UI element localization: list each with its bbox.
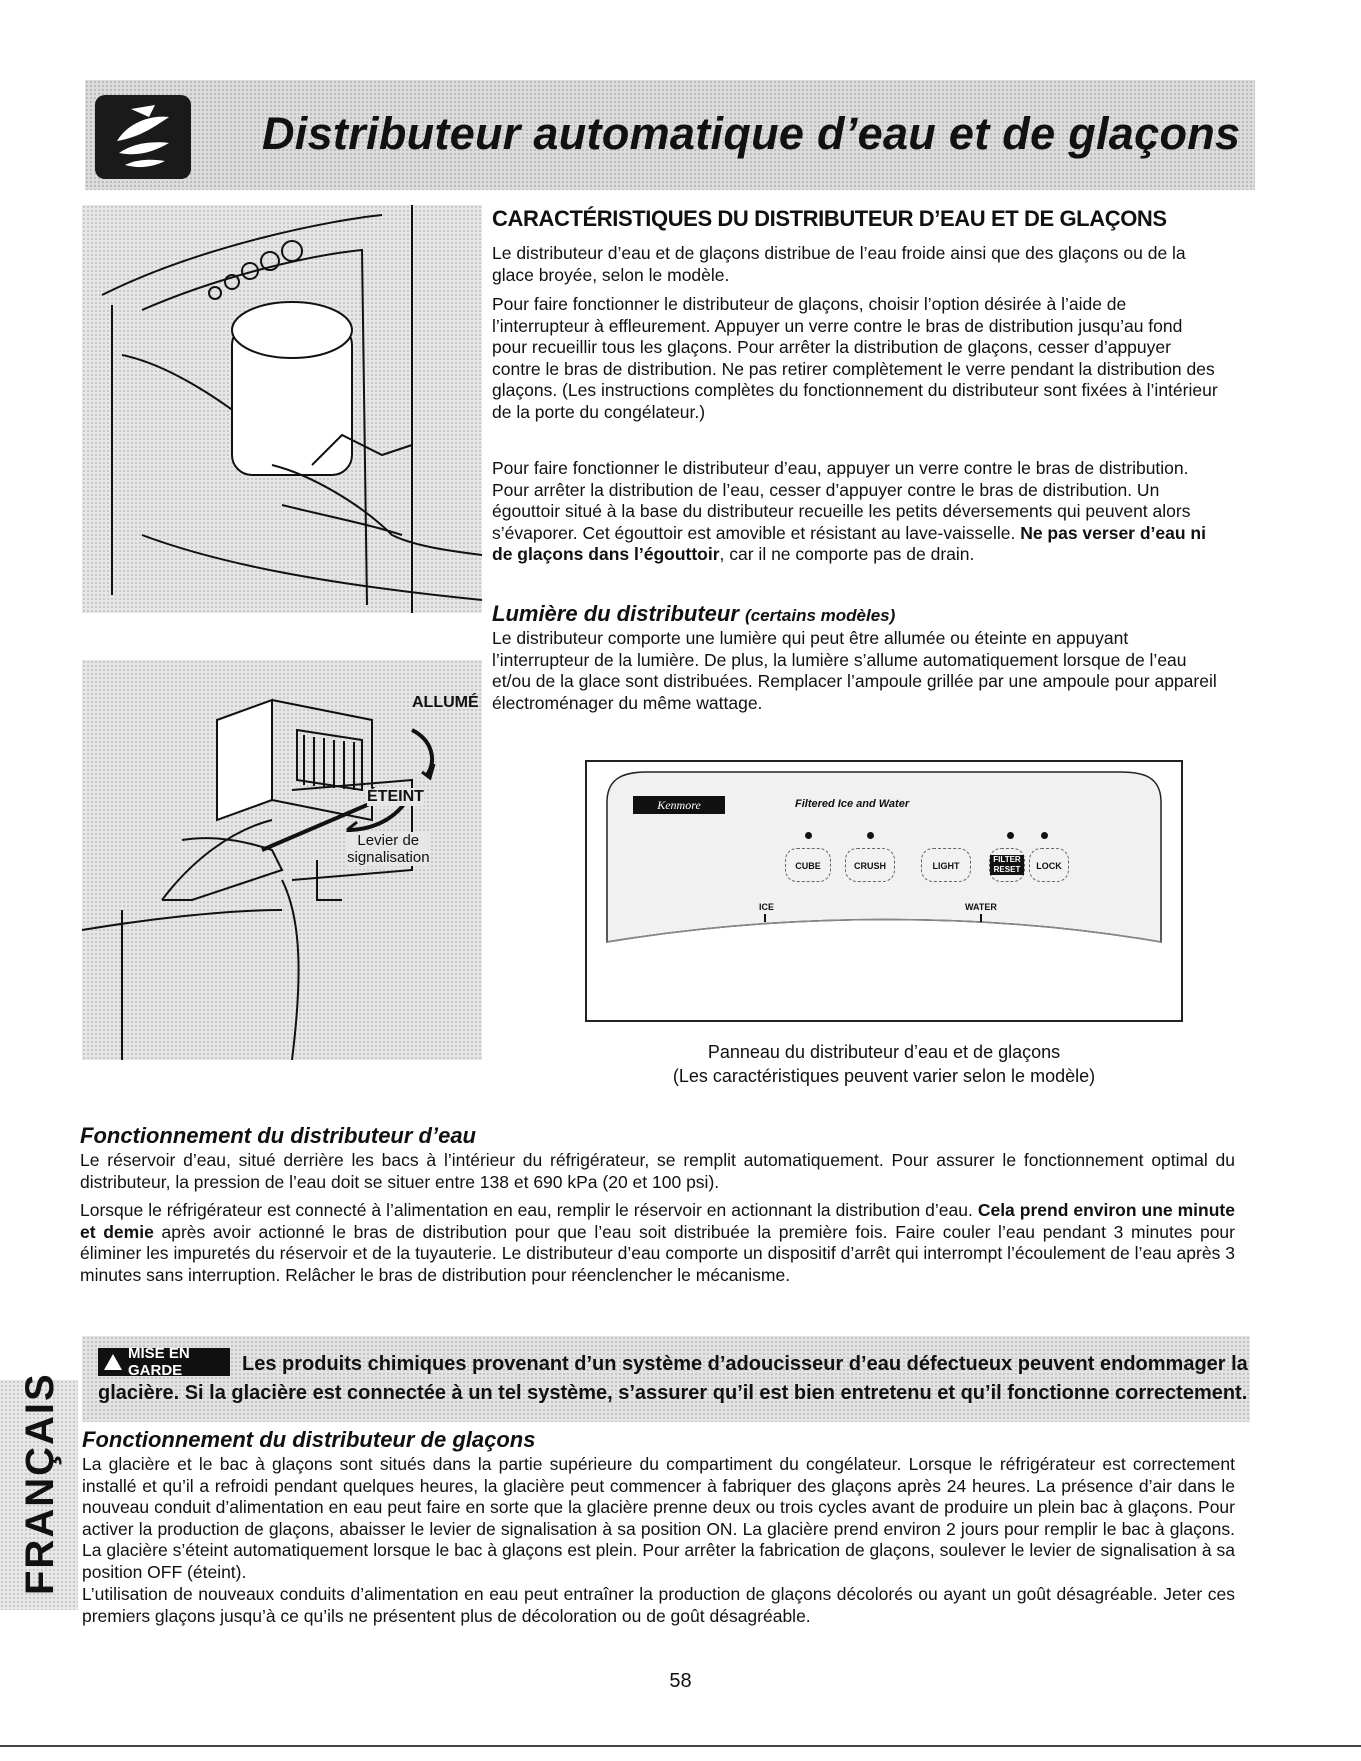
panel-caption-line2: (Les caractéristiques peuvent varier selon le modèle) <box>672 1066 1096 1086</box>
light-heading <box>492 601 895 627</box>
filter-reset-line1: FILTER <box>990 855 1024 865</box>
features-p3-start: Pour faire fonctionner le distributeur d’eau, appuyer un verre contre le bras de distribution. Pour arrêter la distribution de l’eau, cesser d’appuyer contre le bras de distribution. Un égouttoir situé à la base du distributeur recueille les petits déversements qui peuvent alors s’évaporer. Cet égouttoir est amovible et résistant au lave-vaisselle. <box>492 458 1191 543</box>
ice-tick <box>764 914 766 922</box>
label-lever-line1: Levier de <box>357 832 420 849</box>
indicator-dot-crush <box>867 832 874 839</box>
page-title: Distributeur automatique d’eau et de glaçons <box>262 108 1241 159</box>
features-paragraph-2: Pour faire fonctionner le distributeur de glaçons, choisir l’option désirée à l’aide de l’interrupteur à effleurement. Appuyer un verre contre le bras de distribution jusqu’au fond pour recueillir tous les glaçons. Pour arrêter la distribution de glaçons, cesser d’appuyer contre le bras de distribution. Ne pas retirer complètement le verre pendant la distribution des glaçons. (Les instructions complètes du fonctionnement du distributeur sont fixées à l’intérieur de la porte du congélateur.) <box>492 294 1218 422</box>
features-heading: CARACTÉRISTIQUES DU DISTRIBUTEUR D’EAU ET DE GLAÇONS <box>492 206 1167 231</box>
features-paragraph-1: Le distributeur d’eau et de glaçons distribue de l’eau froide ainsi que des glaçons ou de la glace broyée, selon le modèle. <box>492 243 1186 285</box>
page-number: 58 <box>669 1670 692 1692</box>
warning-badge <box>98 1345 230 1379</box>
warning-text: Les produits chimiques provenant d’un système d’adoucisseur d’eau défectueux peuvent endommager la glacière. Si la glacière est connectée à un tel système, s’assurer qu’il est bien entretenu et qu’il fonctionne correctement. <box>98 1353 1248 1404</box>
ice-section-heading: Fonctionnement du distributeur de glaçons <box>82 1427 536 1452</box>
water-p2-bold: Cela prend environ une minute et demie <box>80 1200 1235 1242</box>
dispenser-glass-illustration <box>82 205 482 613</box>
features-p3-end: , car il ne comporte pas de drain. <box>719 544 975 564</box>
features-p3-bold: Ne pas verser d’eau ni de glaçons dans l’égouttoir <box>492 522 1206 564</box>
water-p2-start: Lorsque le réfrigérateur est connecté à l’alimentation en eau, remplir le réservoir en actionnant la distribution d’eau. <box>80 1200 978 1220</box>
panel-subtitle: Filtered Ice and Water <box>795 798 910 810</box>
cube-button[interactable]: CUBE <box>785 848 831 882</box>
ice-paragraph-2: L’utilisation de nouveaux conduits d’alimentation en eau peut entraîner la production de glaçons décolorés ou ayant un goût désagréable. Jeter ces premiers glaçons jusqu’à ce qu’ils ne présentent plus de décoloration ou de goût désagréable. <box>82 1584 1235 1626</box>
light-paragraph: Le distributeur comporte une lumière qui peut être allumée ou éteinte en appuyant l’interrupteur de la lumière. De plus, la lumière s’allume automatiquement lorsque de l’eau et/ou de la glace sont distribuées. Remplacer l’ampoule grillée par une ampoule pour appareil électroménager du même wattage. <box>492 628 1217 713</box>
label-off: ÉTEINT <box>367 788 424 805</box>
filter-reset-button[interactable] <box>989 848 1025 882</box>
features-paragraph-3 <box>492 458 1222 566</box>
indicator-dot-lock <box>1041 832 1048 839</box>
filter-reset-line2: RESET <box>990 865 1024 875</box>
label-lever-line2: signalisation <box>347 849 430 866</box>
light-button[interactable]: LIGHT <box>921 848 971 882</box>
indicator-dot-cube <box>805 832 812 839</box>
water-tick <box>980 914 982 922</box>
warning-triangle-icon <box>104 1354 122 1370</box>
brand-logo: Kenmore <box>633 796 725 814</box>
dispenser-control-panel <box>585 760 1183 1022</box>
water-paragraph-2 <box>80 1200 1235 1286</box>
light-heading-note: (certains modèles) <box>745 606 896 625</box>
ice-water-logo-icon <box>95 95 191 179</box>
light-heading-text: Lumière du distributeur <box>492 601 739 626</box>
crush-button[interactable]: CRUSH <box>845 848 895 882</box>
water-paragraph-1: Le réservoir d’eau, situé derrière les bacs à l’intérieur du réfrigérateur, se remplit automatiquement. Pour assurer le fonctionnement optimal du distributeur, la pression de l’eau doit se situer entre 138 et 690 kPa (20 et 100 psi). <box>80 1150 1235 1192</box>
panel-caption <box>585 1040 1183 1088</box>
ice-paragraph-1: La glacière et le bac à glaçons sont situés dans la partie supérieure du compartiment du congélateur. Lorsque le réfrigérateur est correctement installé et qu’il a refroidi pendant quelques heures, la glacière peut commencer à fabriquer des glaçons après 24 heures. La présence d’air dans le nouveau conduit d’alimentation en eau peut faire en sorte que la glacière prenne deux ou trois cycles avant de produire un plein bac à glaçons. Pour activer la production de glaçons, abaisser le levier de signalisation à sa position ON. La glacière prend environ 2 jours pour remplir le bac à glaçons. La glacière s’éteint automatiquement lorsque le bac à glaçons est plein. Pour arrêter la fabrication de glaçons, soulever le levier de signalisation à sa position OFF (éteint). <box>82 1454 1235 1582</box>
warning-badge-label: MISE EN GARDE <box>128 1345 190 1379</box>
indicator-dot-filter <box>1007 832 1014 839</box>
icemaker-lever-illustration <box>82 660 482 1060</box>
lock-button[interactable]: LOCK <box>1029 848 1069 882</box>
bottom-rule <box>0 1745 1361 1747</box>
ice-label: ICE <box>759 902 775 912</box>
water-section-heading: Fonctionnement du distributeur d’eau <box>80 1123 476 1148</box>
label-on: ALLUMÉ <box>412 694 479 711</box>
water-label: WATER <box>965 902 997 912</box>
language-label: FRANÇAIS <box>18 1372 62 1595</box>
water-p2-end: après avoir actionné le bras de distribution pour que l’eau soit distribuée la première fois. Faire couler l’eau pendant 3 minutes pour éliminer les impuretés du réservoir et de la tuyauterie. Le distributeur d’eau comporte un dispositif d’arrêt qui interrompt l’écoulement de l’eau après 3 minutes sans interruption. Relâcher le bras de distribution pour réenclencher le mécanisme. <box>80 1221 1235 1285</box>
label-lever <box>347 832 430 866</box>
panel-caption-line1: Panneau du distributeur d’eau et de glaçons <box>707 1042 1061 1062</box>
